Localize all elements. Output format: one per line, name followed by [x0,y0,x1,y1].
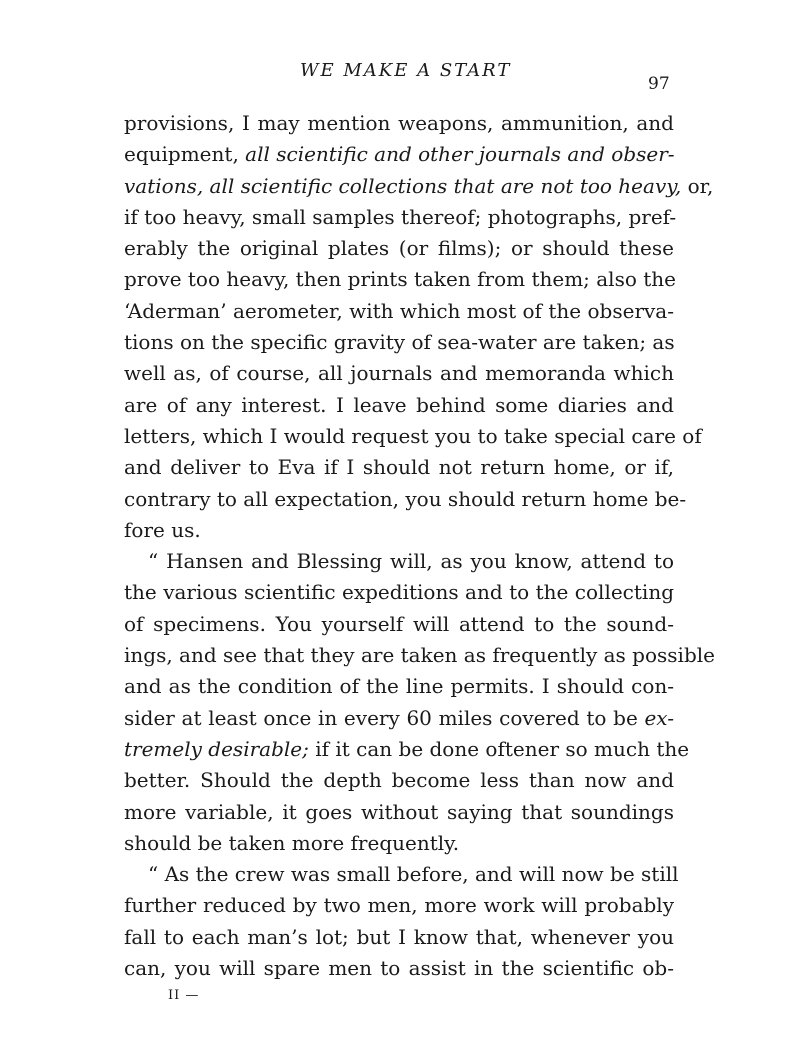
text-segment: equipment, [124,142,246,167]
text-segment: letters, which I would request you to take special care of [124,423,702,448]
text-segment: provisions, I may mention weapons, ammunition, and [124,111,674,135]
text-line [124,922,674,953]
italic-text-segment: ex- [644,705,674,730]
text-segment: if too heavy, small samples thereof; photographs, pref- [124,204,677,229]
text-line [124,108,674,139]
text-line [124,327,674,358]
text-segment: well as, of course, all journals and memoranda which [124,361,674,386]
text-line [124,264,674,295]
italic-text-segment: tremely desirable; [124,736,309,761]
text-line [124,390,674,421]
text-line [124,797,674,828]
text-segment: “ Hansen and Blessing will, as you know, attend to [148,549,674,574]
text-segment: erably the original plates (or films); or should these [124,236,674,261]
text-segment: sider at least once in every 60 miles covered to be [124,705,645,730]
text-line [124,233,674,264]
text-segment: if it can be done oftener so much the [308,736,690,761]
signature-mark: II — [168,988,200,1003]
text-line [124,484,687,515]
page-header [0,60,800,94]
text-line [124,515,674,546]
text-line [124,171,714,202]
text-segment: “ As the crew was small before, and will now be still [148,862,679,887]
text-segment: ‘Aderman’ aerometer, with which most of the observa- [124,298,674,323]
text-line [124,890,674,921]
italic-text-segment: vations, all scientific collections that are not too heavy, [124,173,682,198]
text-line [124,859,679,890]
text-line [124,703,674,734]
text-line [124,452,674,483]
text-line [124,139,674,170]
text-line [124,358,674,389]
page-number: 97 [648,74,670,94]
text-line [124,202,677,233]
text-segment: should be taken more frequently. [124,830,460,855]
text-segment: fall to each man’s lot; but I know that, whenever you [124,924,674,949]
text-line [124,765,674,796]
body-text [124,108,715,984]
text-line [124,609,674,640]
running-head: WE MAKE A START [300,60,512,81]
text-segment: and deliver to Eva if I should not return home, or if, [124,455,674,480]
italic-text-segment: all scientific and other journals and obser- [245,142,675,167]
text-segment: the various scientific expeditions and to the collecting [124,580,674,605]
text-line [124,546,674,577]
text-segment: more variable, it goes without saying that soundings [124,799,674,824]
text-segment: better. Should the depth become less than now and [124,768,674,793]
text-line [124,828,674,859]
text-line [124,296,674,327]
text-line [124,953,674,984]
text-line [124,421,702,452]
text-line [124,577,674,608]
text-segment: of specimens. You yourself will attend to the sound- [124,611,674,636]
text-segment: fore us. [124,517,201,542]
text-segment: prove too heavy, then prints taken from them; also the [124,267,676,292]
text-line [124,640,715,671]
text-line [124,671,674,702]
text-segment: further reduced by two men, more work will probably [124,893,674,918]
text-segment: or, [681,173,714,198]
text-segment: and as the condition of the line permits. I should con- [124,674,674,699]
text-segment: ings, and see that they are taken as frequently as possible [124,643,715,668]
text-segment: can, you will spare men to assist in the scientific ob- [124,956,674,981]
text-line [124,734,690,765]
text-segment: are of any interest. I leave behind some diaries and [124,392,674,417]
text-segment: tions on the specific gravity of sea-water are taken; as [124,330,675,355]
text-segment: contrary to all expectation, you should return home be- [124,486,687,511]
